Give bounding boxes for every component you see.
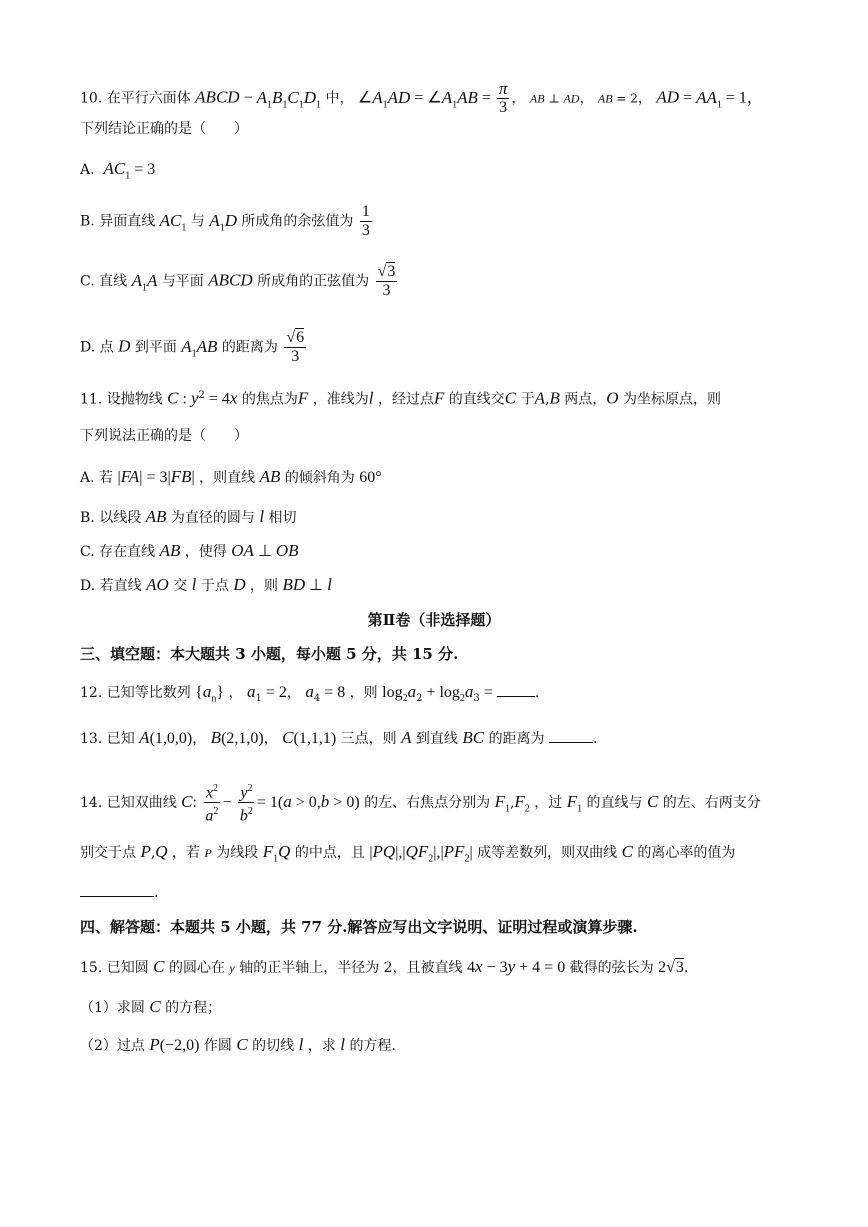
- q11-option-d: D. 若直线 AO 交 l 于点 D ，则 BD ⊥ l: [80, 575, 332, 594]
- q14-answer-blank: [80, 882, 154, 897]
- section-3-title: 三、填空题：本大题共 3 小题，每小题 5 分，共 15 分.: [80, 645, 459, 663]
- q15-stem: 15. 已知圆 C 的圆心在 y 轴的正半轴上，半径为 2，且被直线 4x − 3y + 4 = 0 截得的弦长为 2√3.: [80, 957, 689, 976]
- q10-option-a: A. $AC_1 = 3$: [80, 159, 156, 182]
- q13-answer-blank: [549, 728, 593, 743]
- q10-option-b: B. 异面直线 $AC_1$ 与 $A_1D$ 所成角的余弦值为 $\frac{1}{3}$: [80, 203, 370, 239]
- q11-line2: 下列说法正确的是（ ）: [80, 428, 248, 444]
- q11-line1: 11. 设抛物线 C : $y^2 = 4x$ 的焦点为F ，准线为l ，经过点F 的直线交C 于A,B 两点，O 为坐标原点，则: [80, 388, 722, 408]
- section-4-title: 四、解答题：本题共 5 小题，共 77 分.解答应写出文字说明、证明过程或演算步骤.: [80, 918, 638, 936]
- q10-line1: 10. 在平行六面体 ABCD − $A_1B_1C_1D_1$ 中， $\angle A_1AD$ = $\angle A_1AB$ = $\frac{\pi}{3}$ ， AB ⊥ AD， AB = 2， AD = $AA_1 = 1$，: [80, 79, 763, 116]
- q14-line1: 14. 已知双曲线 C: $\frac{x^2}{a^2}$ − $\frac{y^2}{b^2}$ = 1(a > 0,b > 0) 的左、右焦点分别为 $F_1,F_2$ ，过 $F_1$ 的直线与 C 的左、右两支分: [80, 780, 761, 826]
- q12-answer-blank: [497, 682, 535, 697]
- q11-option-c: C. 存在直线 AB ，使得 OA ⊥ OB: [80, 541, 299, 560]
- q14-line2: 别交于点 P,Q ，若 P 为线段 $F_1Q$ 的中点，且 $|PQ|,|QF_2|,|PF_2|$ 成等差数列，则双曲线 C 的离心率的值为: [80, 842, 736, 865]
- q10-option-d: D. 点 D 到平面 $A_1AB$ 的距离为 $\frac{√6}{3}$: [80, 329, 305, 365]
- q14-line3: .: [80, 882, 158, 903]
- q12: 12. 已知等比数列 $\{a_n\}$ ， $a_1 = 2$， $a_4 = 8$ ，则 $\log_2a_2 + \log_2a_3$ = .: [80, 682, 540, 705]
- q15-part2: （2）过点 P(−2,0) 作圆 C 的切线 l ，求 l 的方程.: [80, 1035, 396, 1054]
- q10-option-c: C. 直线 $A_1A$ 与平面 ABCD 所成角的正弦值为 $\frac{√3}{3}$: [80, 263, 396, 299]
- q10-line2: 下列结论正确的是（ ）: [80, 121, 248, 137]
- q13: 13. 已知 A(1,0,0)， B(2,1,0)， C(1,1,1) 三点，则 A 到直线 BC 的距离为 .: [80, 728, 598, 747]
- q10-lead: 10. 在平行六面体: [80, 90, 191, 107]
- q11-option-b: B. 以线段 AB 为直径的圆与 l 相切: [80, 507, 297, 526]
- q15-part1: （1）求圆 C 的方程；: [80, 997, 222, 1016]
- q11-option-a: A. 若 |FA| = 3|FB| ，则直线 AB 的倾斜角为 60°: [80, 467, 382, 486]
- section-2-title: 第Ⅱ卷（非选择题）: [367, 611, 501, 629]
